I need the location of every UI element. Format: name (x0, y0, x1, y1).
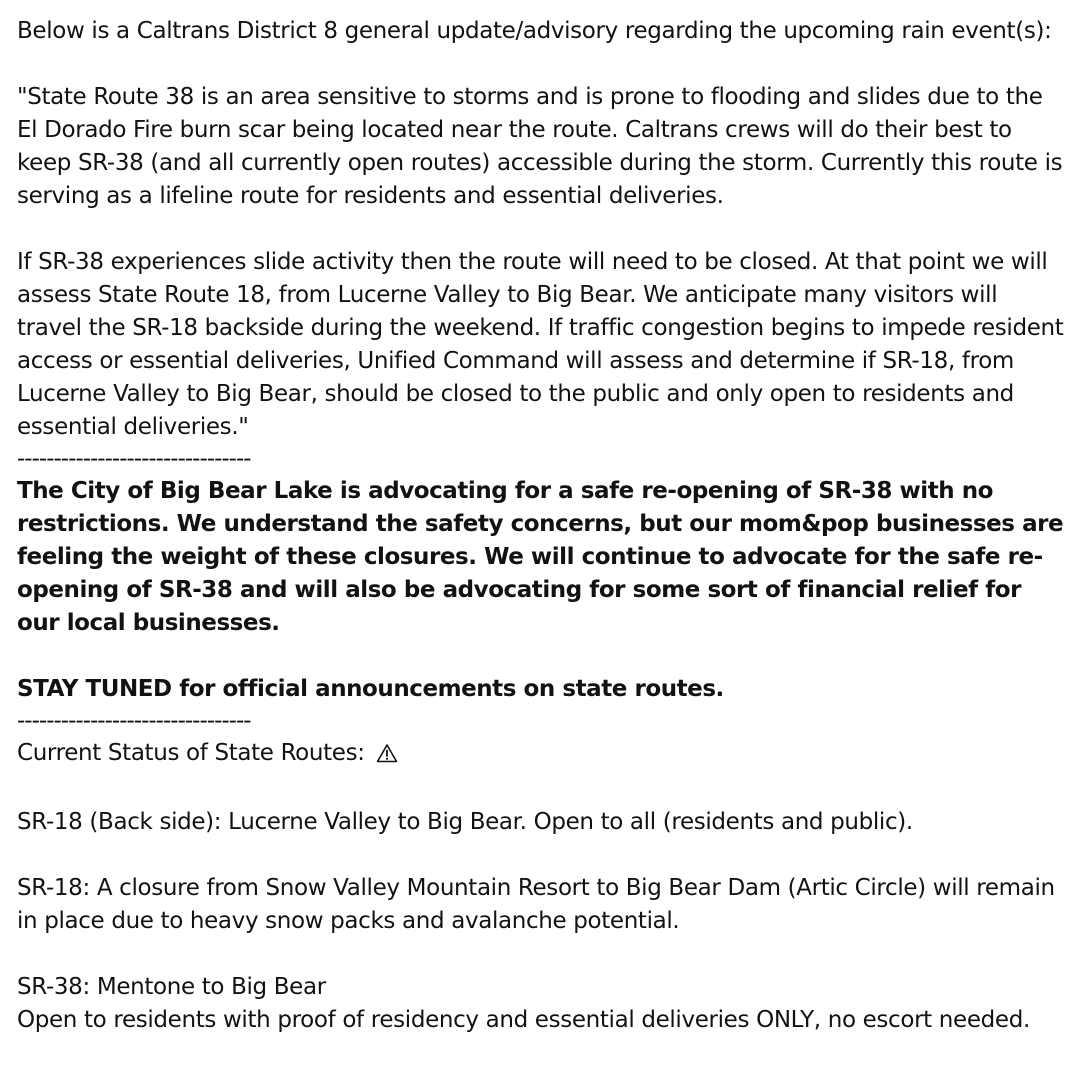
caltrans-quote-paragraph-2: If SR-38 experiences slide activity then the route will need to be closed. At that point we will assess State Route 18, from Lucerne Valley to Big Bear. We anticipate many visitors will travel the SR-18 backside during the weekend. If traffic congestion begins to impede resident access or essential deliveries, Unified Command will assess and determine if SR-18, from Lucerne Valley to Big Bear, should be closed to the public and only open to residents and essential deliveries." (17, 249, 1064, 440)
advisory-document (17, 15, 1067, 1037)
sr18-closure-status: SR-18: A closure from Snow Valley Mountain Resort to Big Bear Dam (Artic Circle) will remain in place due to heavy snow packs and avalanche potential. (17, 875, 1055, 934)
spacer (17, 839, 1067, 872)
status-heading-row (17, 737, 1067, 773)
spacer (17, 213, 1067, 246)
sr38-status: Open to residents with proof of residency and essential deliveries ONLY, no escort needed. (17, 1007, 1030, 1033)
caltrans-quote-paragraph-1: "State Route 38 is an area sensitive to storms and is prone to flooding and slides due to the El Dorado Fire burn scar being located near the route. Caltrans crews will do their best to keep SR-38 (and all currently open routes) accessible during the storm. Currently this route is serving as a lifeline route for residents and essential deliveries. (17, 84, 1063, 209)
stay-tuned-notice: STAY TUNED for official announcements on state routes. (17, 676, 724, 702)
divider-line: -------------------------------- (17, 446, 251, 472)
divider-line: -------------------------------- (17, 708, 251, 734)
status-heading: Current Status of State Routes: (17, 740, 365, 766)
sr38-title: SR-38: Mentone to Big Bear (17, 974, 326, 1000)
city-statement: The City of Big Bear Lake is advocating for a safe re-opening of SR-38 with no restrictions. We understand the safety concerns, but our mom&pop businesses are feeling the weight of these closures. We will continue to advocate for the safe re-opening of SR-38 and will also be advocating for some sort of financial relief for our local businesses. (17, 478, 1064, 636)
spacer (17, 938, 1067, 971)
spacer (17, 773, 1067, 806)
warning-icon (376, 740, 398, 773)
spacer (17, 640, 1067, 673)
sr18-backside-status: SR-18 (Back side): Lucerne Valley to Big Bear. Open to all (residents and public). (17, 809, 913, 835)
intro-text: Below is a Caltrans District 8 general update/advisory regarding the upcoming rain event(s): (17, 18, 1052, 44)
spacer (17, 48, 1067, 81)
